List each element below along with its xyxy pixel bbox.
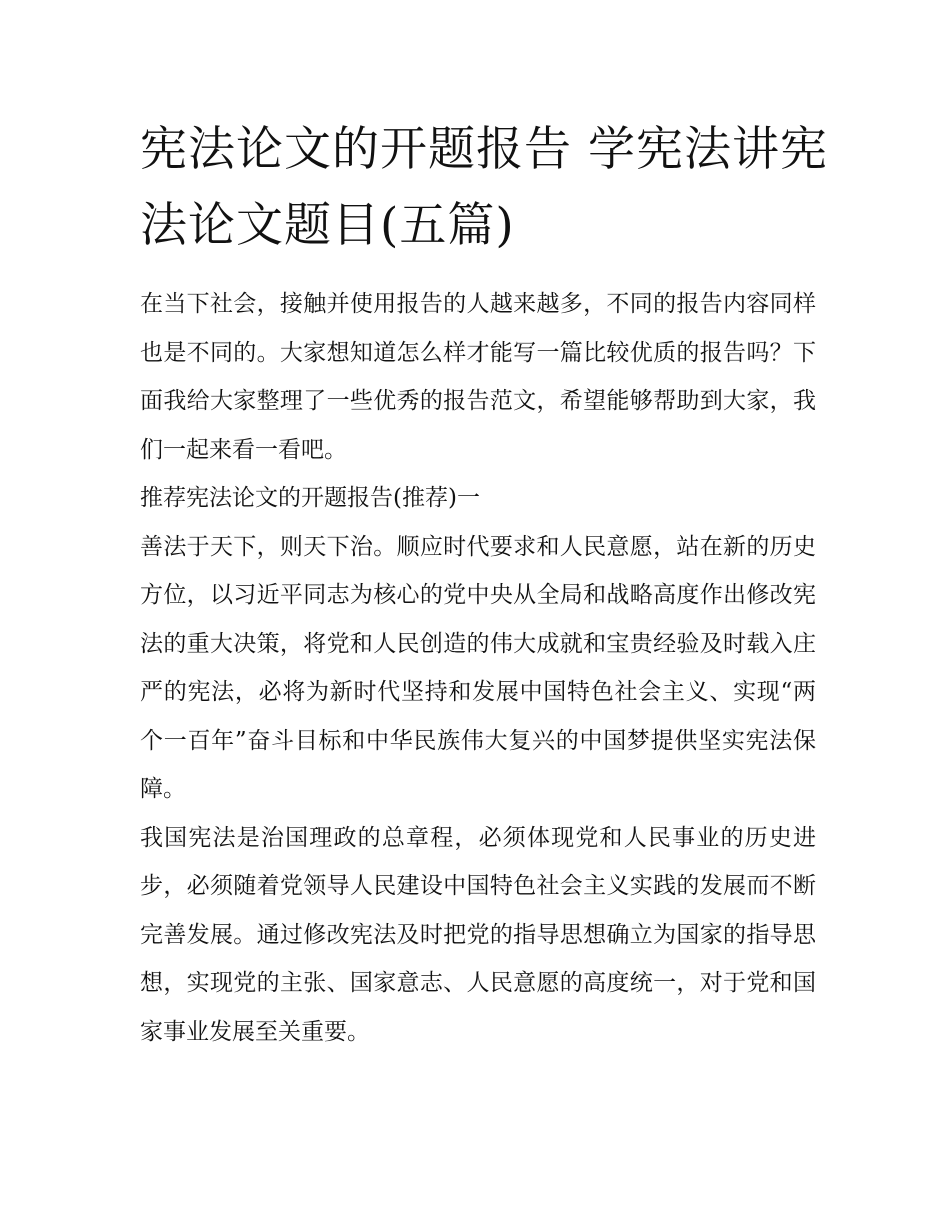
section-heading: 推荐宪法论文的开题报告(推荐)一 xyxy=(140,485,480,511)
body-paragraph: 善法于天下，则天下治。顺应时代要求和人民意愿，站在新的历史方位，以习近平同志为核心的党中央从全局和战略高度作出修改宪法的重大决策，将党和人民创造的伟大成就和宝贵经验及时载入庄严的宪法，必将为新时代坚持和发展中国特色社会主义、实现“两个一百年”奋斗目标和中华民族伟大复兴的中国梦提供坚实宪法保障。 xyxy=(140,533,816,802)
intro-paragraph: 在当下社会，接触并使用报告的人越来越多，不同的报告内容同样也是不同的。大家想知道怎么样才能写一篇比较优质的报告吗？下面我给大家整理了一些优秀的报告范文，希望能够帮助到大家，我们一起来看一看吧。 xyxy=(140,291,816,463)
body-paragraph: 我国宪法是治国理政的总章程，必须体现党和人民事业的历史进步，必须随着党领导人民建设中国特色社会主义实践的发展而不断完善发展。通过修改宪法及时把党的指导思想确立为国家的指导思想，实现党的主张、国家意志、人民意愿的高度统一，对于党和国家事业发展至关重要。 xyxy=(140,824,816,1045)
document-body xyxy=(140,280,816,1056)
document-title: 宪法论文的开题报告 学宪法讲宪法论文题目(五篇) xyxy=(140,122,828,253)
